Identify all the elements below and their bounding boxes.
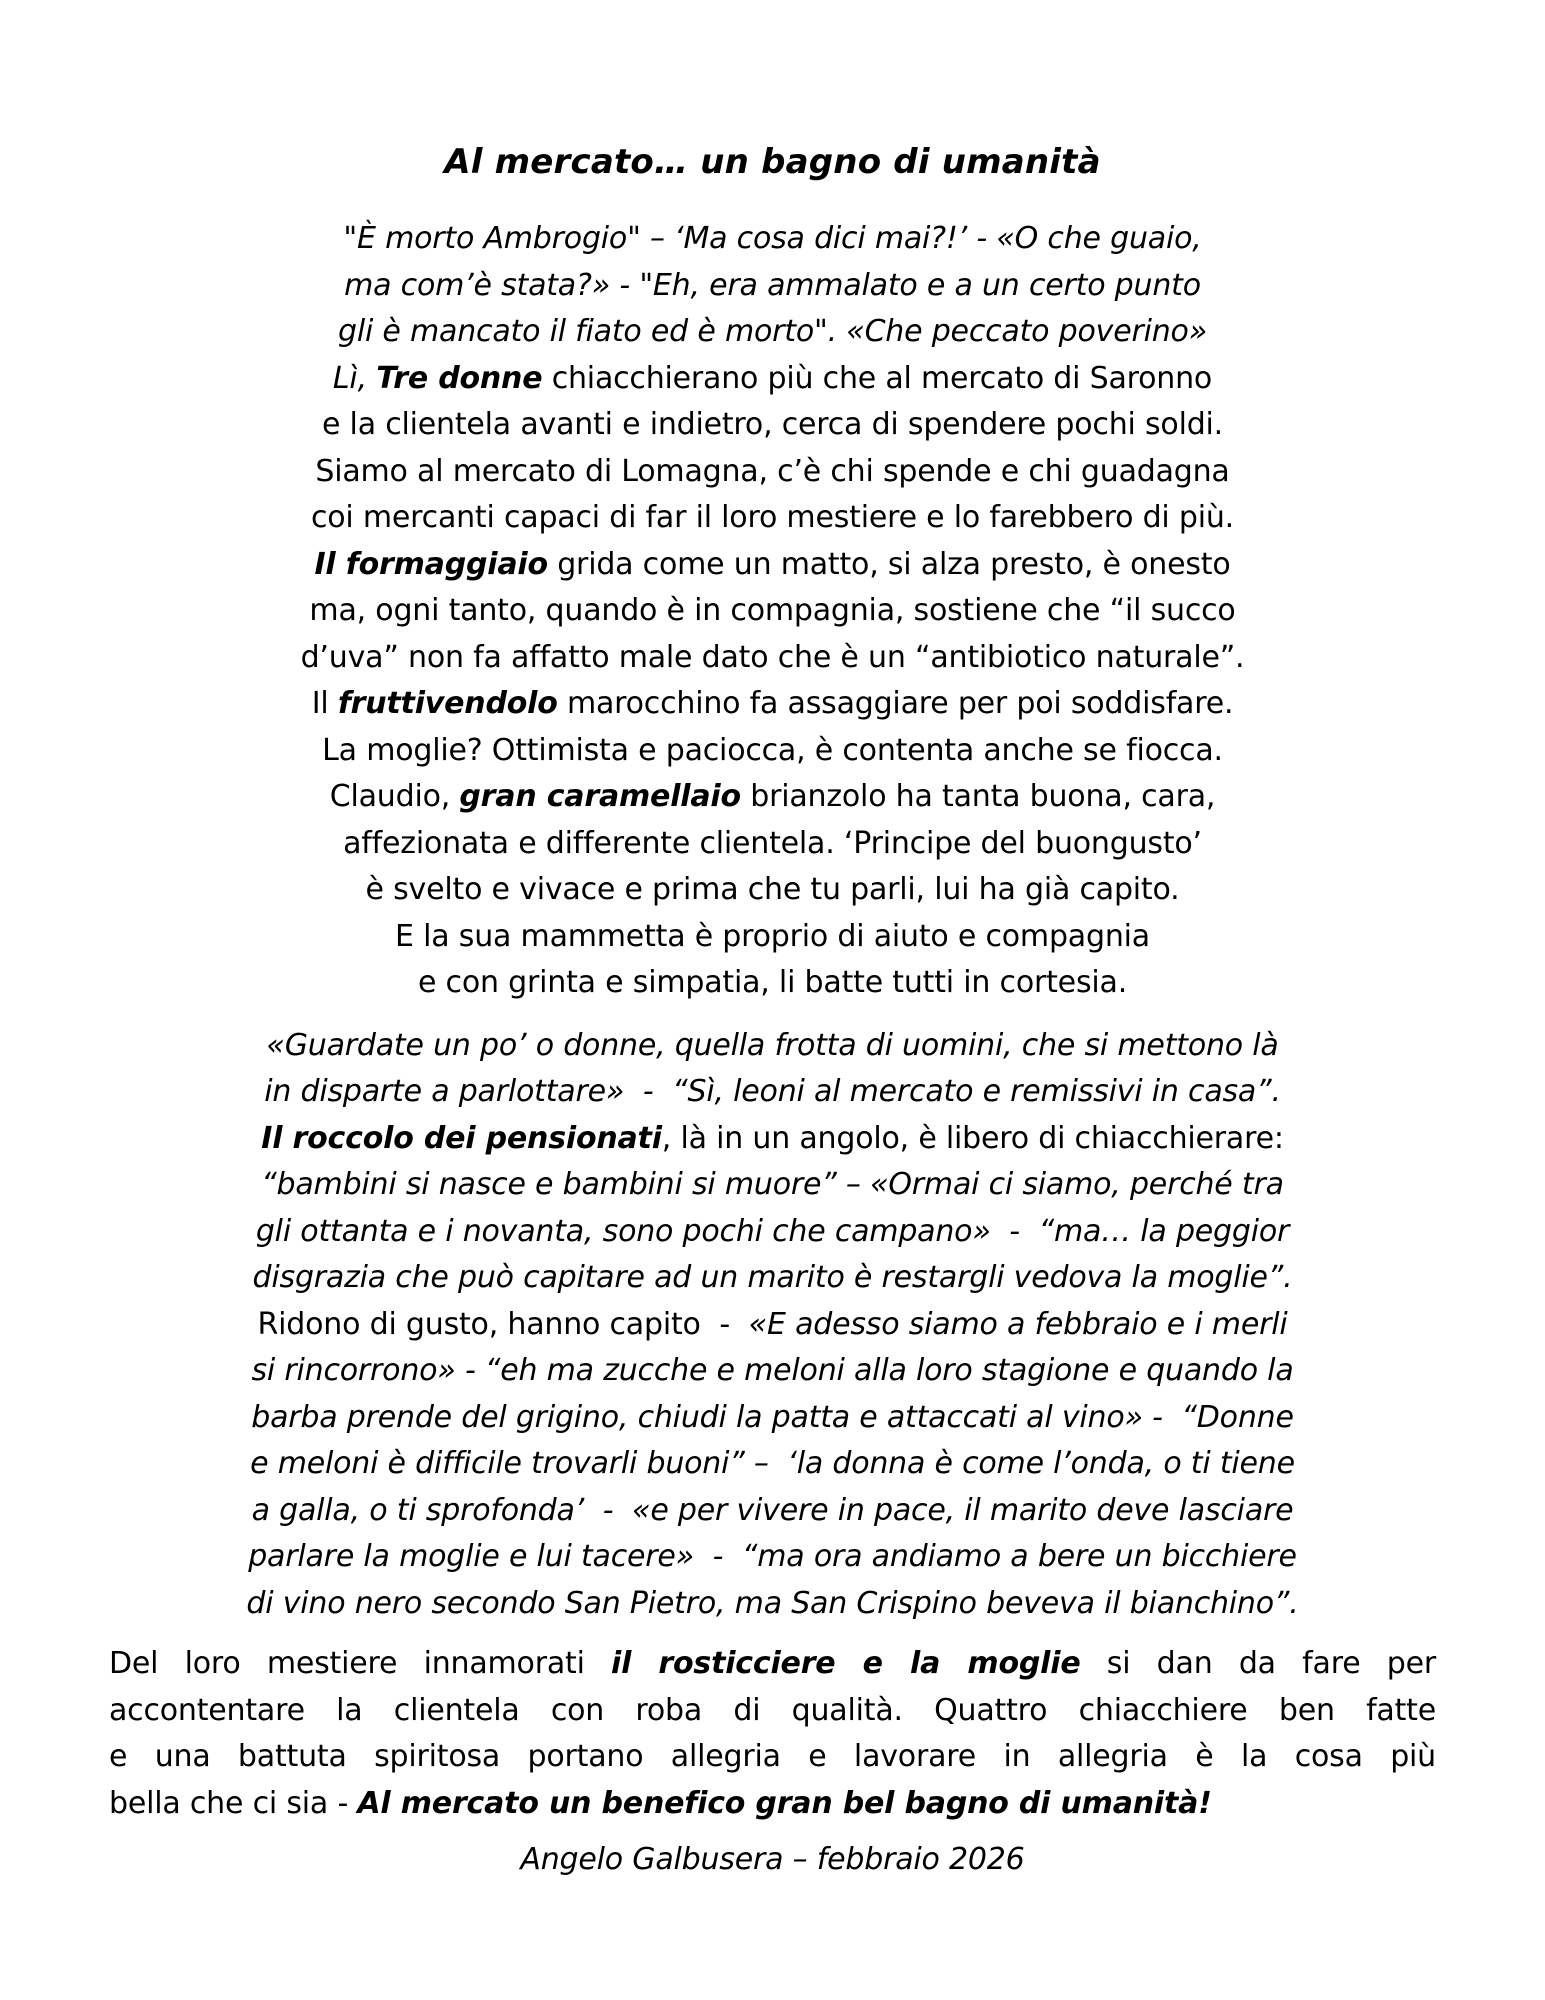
text-line [0,960,1545,1007]
text-segment: La moglie? Ottimista e paciocca, è contenta anche se fiocca. [322,732,1223,768]
text-line [0,681,1545,728]
text-line [109,1641,1436,1688]
text-line [0,1441,1545,1488]
text-line [109,1734,1436,1781]
text-segment: Il formaggiaio [314,546,548,582]
text-line [0,449,1545,496]
stanza-2 [0,1023,1545,1628]
text-segment: di vino nero secondo San Pietro, ma San Crispino beveva il bianchino”. [246,1585,1299,1621]
text-segment: Del loro mestiere innamorati [109,1646,612,1681]
text-line [0,867,1545,914]
text-segment: chiacchierano più che al mercato di Saronno [542,360,1213,396]
text-segment: d’uva” non fa affatto male dato che è un “antibiotico naturale”. [300,639,1245,675]
text-line [0,1069,1545,1116]
text-segment: si rincorrono» - “eh ma zucche e meloni alla loro stagione e quando la [251,1353,1294,1388]
text-line [0,402,1545,449]
text-segment: Al mercato un benefico gran bel bagno di umanità! [357,1785,1212,1821]
text-line [0,1488,1545,1535]
text-segment: barba prende del grigino, chiudi la patta e attaccati al vino» - “Donne [251,1399,1294,1435]
text-line [0,1209,1545,1256]
text-segment: Ridono di gusto, hanno capito - [257,1306,749,1342]
text-segment: il rosticciere e la moglie [611,1646,1081,1681]
text-line [0,1255,1545,1302]
text-segment: Il roccolo dei pensionati [261,1120,662,1156]
author-line: Angelo Galbusera – febbraio 2026 [520,1842,1025,1877]
text-line [0,263,1545,310]
text-segment: Siamo al mercato di Lomagna, c’è chi spende e chi guadagna [315,453,1230,489]
text-segment: affezionata e differente clientela. ‘Principe del buongusto’ [343,825,1202,861]
text-segment: bella che ci sia - [109,1785,358,1821]
text-segment: parlare la moglie e lui tacere» - “ma ora andiamo a bere un bicchiere [248,1539,1297,1574]
text-segment: E la sua mammetta è proprio di aiuto e compagnia [395,918,1150,954]
text-line [0,1116,1545,1163]
text-segment: si dan da fare per [1080,1646,1437,1681]
text-segment: Claudio, [329,779,460,814]
text-line [0,216,1545,263]
text-segment: grida come un matto, si alza presto, è onesto [547,546,1231,582]
text-line [0,728,1545,775]
text-line [0,1162,1545,1209]
text-segment: e con grinta e simpatia, li batte tutti in cortesia. [417,965,1128,1000]
text-segment: gli è mancato il fiato ed è morto". «Che peccato poverino» [337,314,1208,349]
text-segment: «Guardate un po’ o donne, quella frotta di uomini, che si mettono là [266,1027,1279,1063]
text-segment: è svelto e vivace e prima che tu parli, lui ha già capito. [365,872,1180,907]
text-segment: brianzolo ha tanta buona, cara, [740,779,1216,814]
text-segment: coi mercanti capaci di far il loro mestiere e lo farebbero di più. [310,500,1235,535]
text-segment: «E adesso siamo a febbraio e i merli [748,1306,1288,1342]
text-segment: e meloni è difficile trovarli buoni” – ‘la donna è come l’onda, o ti tiene [250,1446,1295,1481]
text-line [109,1781,1436,1828]
text-line [0,774,1545,821]
text-segment: e la clientela avanti e indietro, cerca di spendere pochi soldi. [321,407,1224,442]
text-segment: e una battuta spiritosa portano allegria e lavorare in allegria è la cosa più [109,1739,1436,1774]
text-segment: Il [311,686,338,721]
text-segment: "È morto Ambrogio" – ‘Ma cosa dici mai?!’ - «O che guaio, [343,221,1202,256]
text-line [0,588,1545,635]
text-line [0,542,1545,589]
text-line [0,1302,1545,1349]
text-line [109,1688,1436,1735]
text-line [0,1348,1545,1395]
text-segment: a galla, o ti sprofonda’ - «e per vivere in pace, il marito deve lasciare [251,1492,1294,1528]
text-segment: , là in un angolo, è libero di chiacchierare: [661,1120,1284,1156]
stanza-1 [0,216,1545,1007]
text-line [0,1023,1545,1070]
text-segment: marocchino fa assaggiare per poi soddisfare. [557,686,1234,721]
text-line [0,914,1545,961]
text-line [0,1534,1545,1581]
text-segment: in disparte a parlottare» - “Sì, leoni al mercato e remissivi in casa”. [264,1074,1281,1109]
text-segment: disgrazia che può capitare ad un marito è restargli vedova la moglie”. [252,1260,1293,1295]
closing-paragraph [109,1641,1436,1827]
text-segment: accontentare la clientela con roba di qualità. Quattro chiacchiere ben fatte [109,1692,1436,1728]
text-line [0,821,1545,868]
text-segment: ma, ogni tanto, quando è in compagnia, sostiene che “il succo [309,593,1236,628]
text-line [0,309,1545,356]
text-line [0,495,1545,542]
text-segment: fruttivendolo [337,686,558,721]
text-segment: gran caramellaio [459,779,741,814]
text-line [0,635,1545,682]
text-segment: gli ottanta e i novanta, sono pochi che campano» - “ma… la peggior [255,1213,1290,1249]
text-segment: ma com’è stata?» - "Eh, era ammalato e a un certo punto [344,267,1201,303]
text-segment: Tre donne [376,360,543,396]
page-title: Al mercato… un bagno di umanità [444,142,1101,182]
text-line [0,1581,1545,1628]
text-line [0,356,1545,403]
text-segment: “bambini si nasce e bambini si muore” – «Ormai ci siamo, perché tra [261,1167,1284,1202]
text-segment: Lì, [332,360,377,396]
text-line [0,1395,1545,1442]
